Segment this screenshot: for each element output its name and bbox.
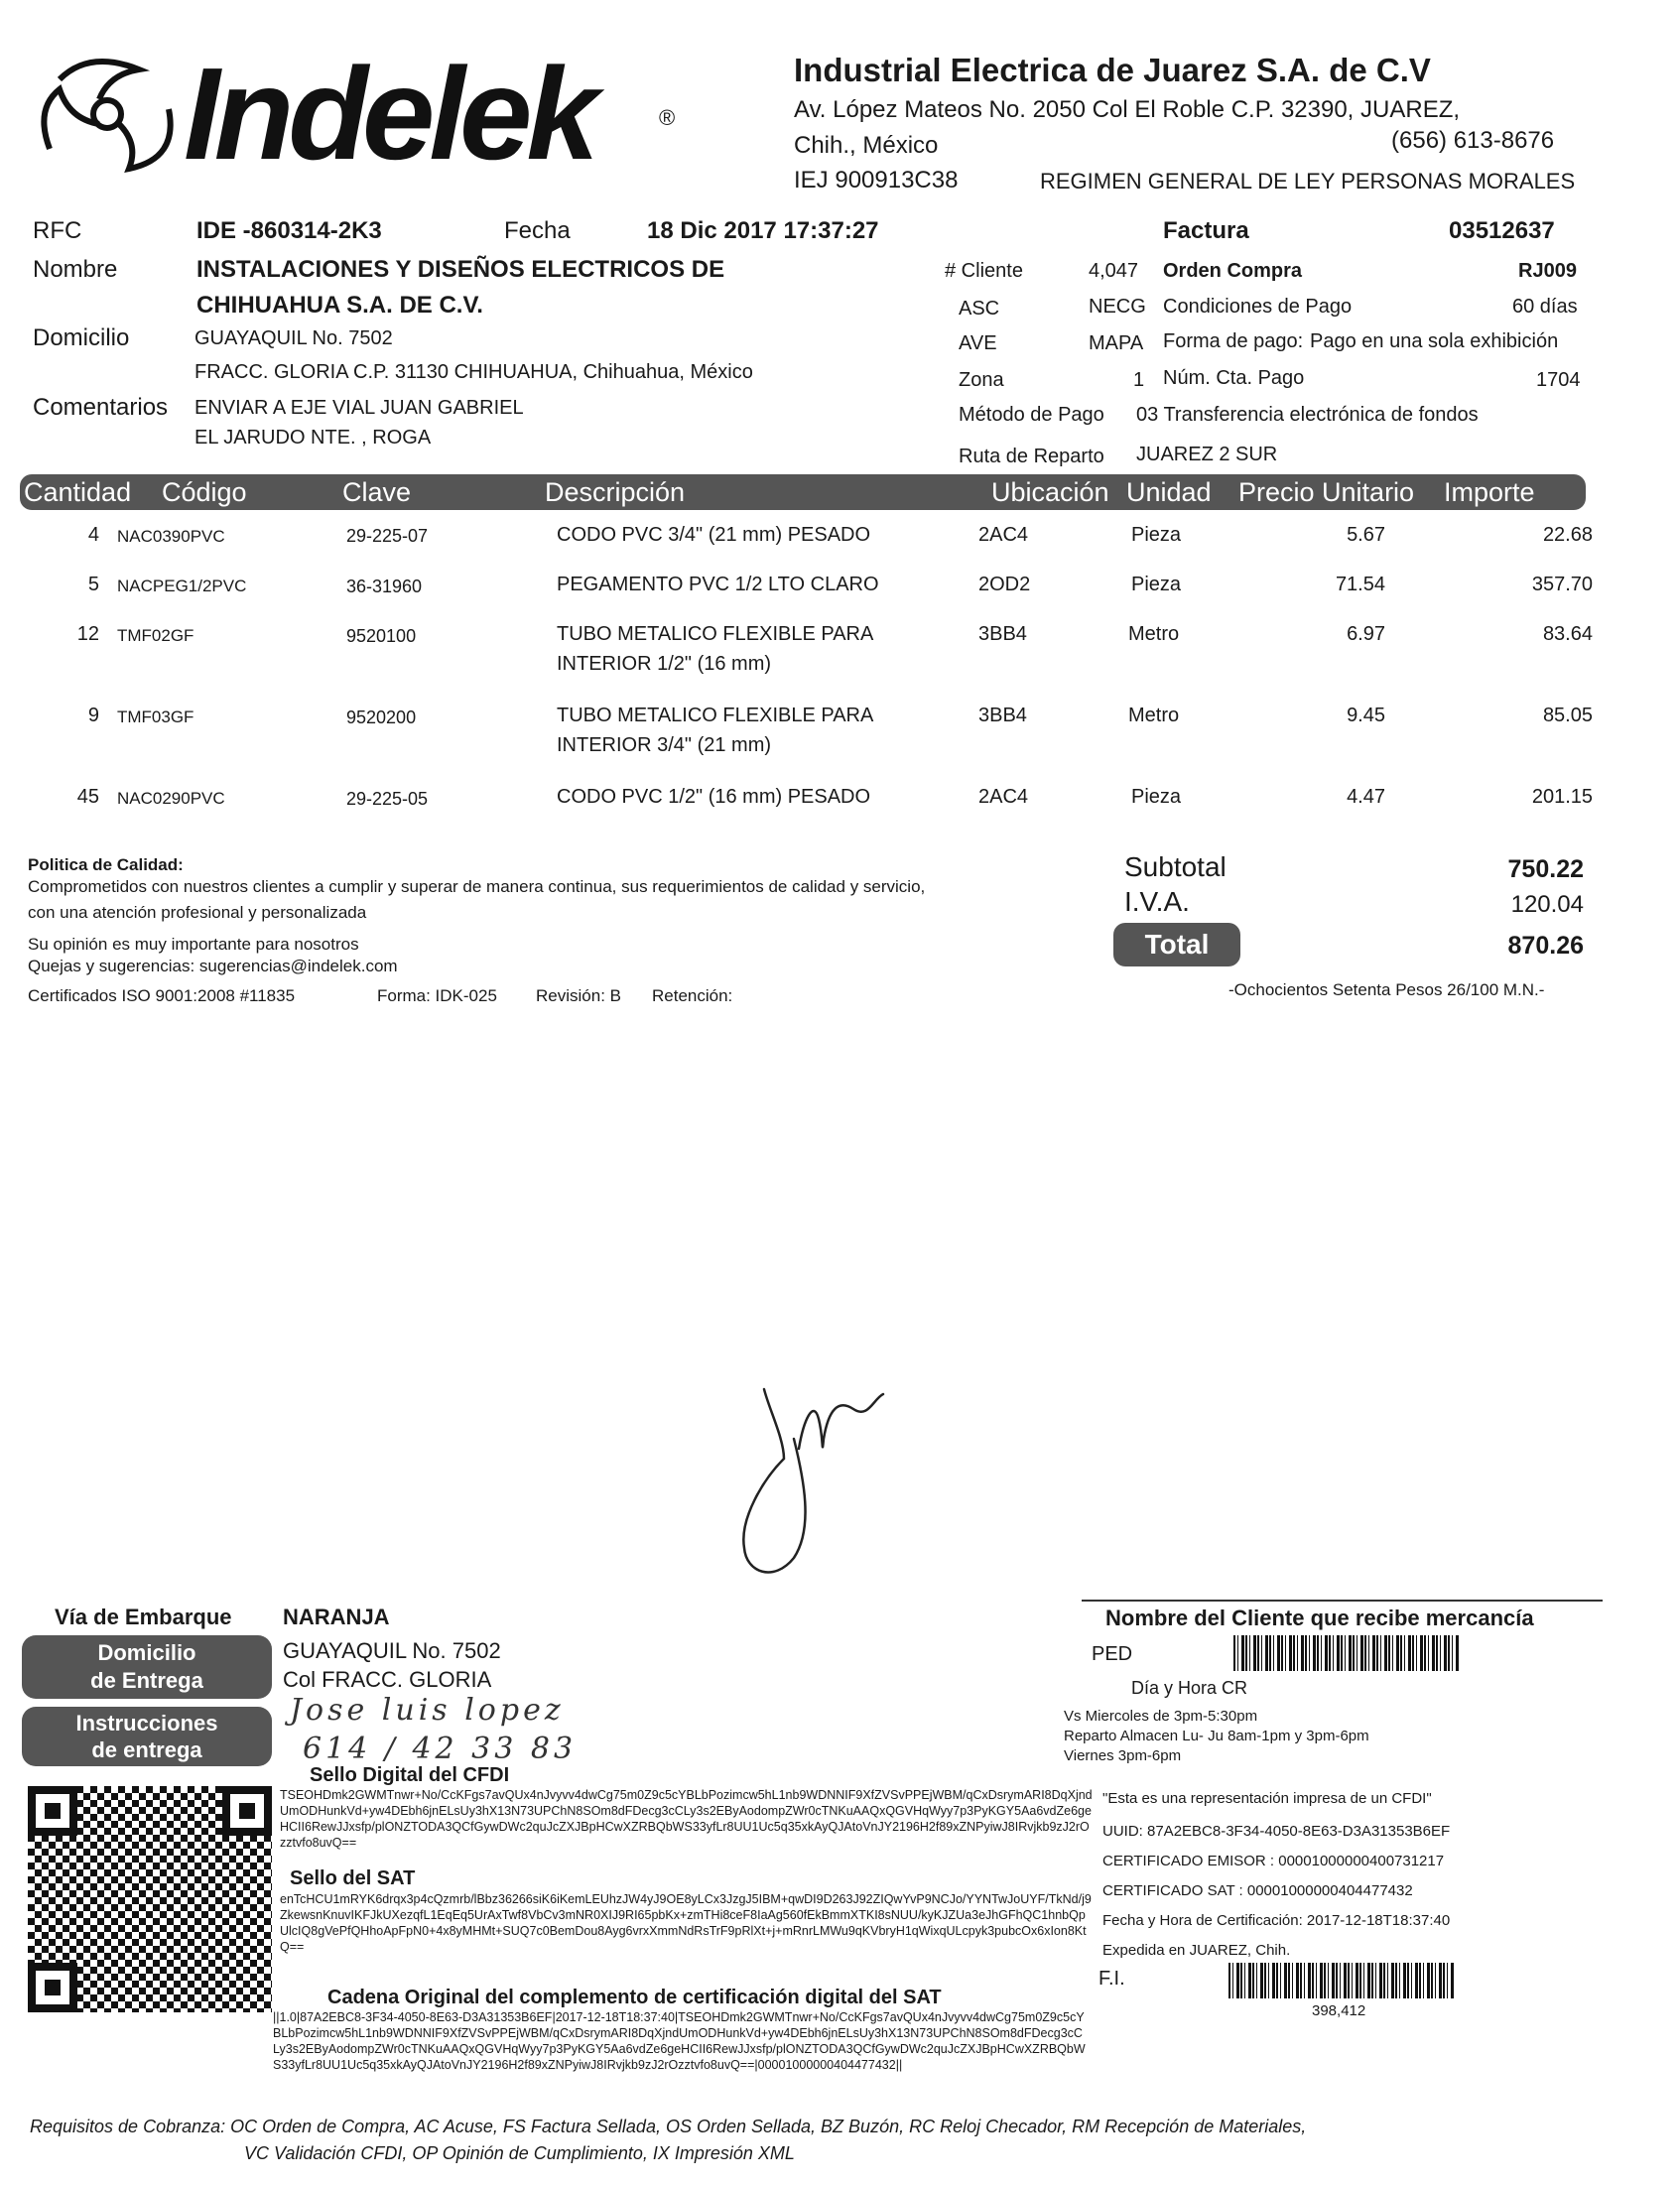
schedule-line3: Viernes 3pm-6pm xyxy=(1064,1747,1182,1764)
ped-label: PED xyxy=(1092,1643,1133,1665)
table-row xyxy=(0,620,1680,702)
footer-line2: VC Validación CFDI, OP Opinión de Cumplimiento, IX Impresión XML xyxy=(244,2143,795,2163)
table-header xyxy=(20,474,1586,510)
table-row xyxy=(0,521,1680,571)
metodo-pago-value: 03 Transferencia electrónica de fondos xyxy=(1136,404,1479,426)
comentarios-line1: ENVIAR A EJE VIAL JUAN GABRIEL xyxy=(194,397,524,419)
company-address-line2: Chih., México xyxy=(794,132,939,159)
handwritten-name: Jose luis lopez xyxy=(290,1693,565,1728)
ruta-reparto-value: JUAREZ 2 SUR xyxy=(1136,444,1278,465)
via-embarque-value: NARANJA xyxy=(283,1605,390,1629)
cell-codigo: TMF03GF xyxy=(117,707,194,726)
sello-sat-text: enTcHCU1mRYK6drqx3p4cQzmrb/lBbz36266siK6iKemLEUhzJW4yJ9OE8yLCx3JzgJ5IBM+qwDI9D263J92ZIQwYvP9NCJo/YYNTwJoUYF/TkNd/j9ZkewsnKnuvIKFJkUXezqfL1EqEq5UrAxTwf8VbCv3mNR0XIJ9RI65pbKx+zmTHi8ceF8IaAg560fEkBmmXTKI8sNUU/kyKJZUa3eJhGFhQC1hnbQpUlcIQ8gVePfQHhoApFpN0+4x8yMHMt+SUQ7c0BemDou8Ayg6vrxXmmNdRsTrF9pRlXt+j+mRnrLMWu9qKVbryH1qWixqULcpyk3pubcOx6xIon8KtQ== xyxy=(280,1892,1092,1954)
fi-barcode-icon xyxy=(1228,1963,1455,1998)
forma-pago-value: Pago en una sola exhibición xyxy=(1310,330,1559,352)
table-row xyxy=(0,783,1680,833)
ped-barcode-icon xyxy=(1233,1635,1460,1671)
cell-unidad: Metro xyxy=(1128,705,1180,726)
factura-number: 03512637 xyxy=(1449,217,1555,244)
via-embarque-label: Vía de Embarque xyxy=(55,1605,232,1629)
col-header-clave: Clave xyxy=(342,477,412,507)
cliente-label: # Cliente xyxy=(945,260,1023,282)
cell-cantidad: 9 xyxy=(87,705,99,726)
domicilio-line1: GUAYAQUIL No. 7502 xyxy=(194,327,393,349)
cell-unidad: Pieza xyxy=(1131,786,1182,808)
brand-logotype: Indelek xyxy=(184,41,593,187)
asc-value: NECG xyxy=(1089,296,1146,318)
signature-icon xyxy=(724,1379,923,1588)
cell-importe: 22.68 xyxy=(1542,524,1593,546)
company-regime: REGIMEN GENERAL DE LEY PERSONAS MORALES xyxy=(1040,169,1576,193)
ave-label: AVE xyxy=(959,332,997,354)
sello-sat-title: Sello del SAT xyxy=(290,1867,416,1889)
cell-descripcion-line2: INTERIOR 3/4" (21 mm) xyxy=(557,734,772,756)
cell-precio: 5.67 xyxy=(1347,524,1385,546)
quality-line1: Comprometidos con nuestros clientes a cumplir y superar de manera continua, sus requerimientos de calidad y servicio, xyxy=(28,877,926,896)
fi-barcode-number: 398,412 xyxy=(1312,2002,1366,2019)
cell-ubicacion: 2AC4 xyxy=(978,786,1029,808)
quality-title: Politica de Calidad: xyxy=(28,855,184,874)
expedida-en: Expedida en JUAREZ, Chih. xyxy=(1102,1942,1291,1959)
cell-cantidad: 4 xyxy=(87,524,99,546)
iva-value: 120.04 xyxy=(1510,891,1584,918)
fecha-value: 18 Dic 2017 17:37:27 xyxy=(647,217,879,244)
iva-label: I.V.A. xyxy=(1124,886,1190,917)
company-name: Industrial Electrica de Juarez S.A. de C.V xyxy=(794,52,1431,88)
domicilio-label: Domicilio xyxy=(33,324,130,351)
quality-line3: Su opinión es muy importante para nosotros xyxy=(28,935,359,954)
nombre-label: Nombre xyxy=(33,256,118,283)
asc-label: ASC xyxy=(959,298,1000,320)
cell-descripcion: TUBO METALICO FLEXIBLE PARA xyxy=(557,705,874,726)
entrega-address1: GUAYAQUIL No. 7502 xyxy=(283,1638,501,1663)
revision: Revisión: B xyxy=(536,986,621,1005)
rfc-value: IDE -860314-2K3 xyxy=(196,217,382,244)
subtotal-label: Subtotal xyxy=(1124,851,1227,882)
cell-codigo: NACPEG1/2PVC xyxy=(117,577,247,595)
quality-line2: con una atención profesional y personalizada xyxy=(28,903,367,922)
cell-importe: 85.05 xyxy=(1542,705,1593,726)
sello-cfdi-title: Sello Digital del CFDI xyxy=(310,1764,510,1786)
cadena-original-title: Cadena Original del complemento de certificación digital del SAT xyxy=(327,1987,942,2008)
schedule-line1: Vs Miercoles de 3pm-5:30pm xyxy=(1064,1708,1258,1725)
instrucciones-line1: Instrucciones xyxy=(75,1711,218,1736)
cell-codigo: NAC0390PVC xyxy=(117,527,225,546)
cell-precio: 9.45 xyxy=(1347,705,1385,726)
sello-cfdi-text: TSEOHDmk2GWMTnwr+No/CcKFgs7avQUx4nJvyvv4dwCg75m0Z9c5cYBLbPozimcw5hL1nb9WDNNIF9XfZVSvPPEjWBM/qCxDsrymARI8DqXjndUmODHunkVd+yw4DEbh6jnELsUy3hX13N73UPChN8SOm8dFDecg3cCLy3s2EByAodompZWr0cTNKuAAQxQGVHqWyy7p3PyKGY5Aa6vdZe6geHCII6RewJJxsfp/plONZTODA3QCfGywDWc2quJcZXJBpHCwXZRBQbWS33yfLr8UU1Uc5q35xkAyQJAtoVnJY2196H2f89xZNPyiwJ8IRvjkb9zJ2rOzztvfo8uvQ== xyxy=(280,1788,1093,1850)
cell-clave: 9520100 xyxy=(346,626,417,646)
dia-hora-label: Día y Hora CR xyxy=(1131,1678,1248,1698)
qr-code-icon xyxy=(28,1786,272,2012)
instrucciones-line2: de entrega xyxy=(91,1737,202,1762)
factura-label: Factura xyxy=(1163,217,1249,244)
cell-codigo: NAC0290PVC xyxy=(117,789,225,808)
cell-ubicacion: 2AC4 xyxy=(978,524,1029,546)
comentarios-label: Comentarios xyxy=(33,394,169,421)
schedule-line2: Reparto Almacen Lu- Ju 8am-1pm y 3pm-6pm xyxy=(1064,1728,1369,1744)
cell-importe: 357.70 xyxy=(1531,574,1593,595)
total-value: 870.26 xyxy=(1507,932,1584,960)
subtotal-value: 750.22 xyxy=(1507,855,1584,883)
certificado-emisor: CERTIFICADO EMISOR : 00001000000400731217 xyxy=(1102,1853,1445,1869)
cell-importe: 201.15 xyxy=(1531,786,1593,808)
cell-descripcion: PEGAMENTO PVC 1/2 LTO CLARO xyxy=(557,574,879,595)
fi-label: F.I. xyxy=(1098,1968,1125,1990)
col-header-cantidad: Cantidad xyxy=(24,477,132,507)
handwritten-phone: 614 / 42 33 83 xyxy=(303,1732,578,1766)
ave-value: MAPA xyxy=(1089,332,1144,354)
zona-value: 1 xyxy=(1133,369,1145,391)
cell-clave: 29-225-07 xyxy=(346,526,429,546)
ruta-reparto-label: Ruta de Reparto xyxy=(959,446,1104,467)
col-header-ubicacion: Ubicación xyxy=(991,477,1109,507)
cell-precio: 6.97 xyxy=(1347,623,1385,645)
table-row xyxy=(0,571,1680,620)
fecha-label: Fecha xyxy=(504,217,571,244)
cell-ubicacion: 3BB4 xyxy=(978,705,1027,726)
cell-unidad: Metro xyxy=(1128,623,1180,645)
cfdi-note: "Esta es una representación impresa de un CFDI" xyxy=(1102,1790,1432,1807)
company-rfc: IEJ 900913C38 xyxy=(794,167,959,193)
registered-mark: ® xyxy=(659,105,676,130)
cell-cantidad: 45 xyxy=(76,786,99,808)
cuenta-pago-label: Núm. Cta. Pago xyxy=(1163,367,1305,389)
cliente-value: 4,047 xyxy=(1089,260,1139,282)
cell-descripcion-line2: INTERIOR 1/2" (16 mm) xyxy=(557,653,772,675)
table-row xyxy=(0,702,1680,783)
col-header-importe: Importe xyxy=(1444,477,1535,507)
retencion-label: Retención: xyxy=(652,986,733,1005)
cell-cantidad: 12 xyxy=(76,623,99,645)
cell-descripcion: TUBO METALICO FLEXIBLE PARA xyxy=(557,623,874,645)
nombre-line1: INSTALACIONES Y DISEÑOS ELECTRICOS DE xyxy=(196,256,725,283)
metodo-pago-label: Método de Pago xyxy=(959,404,1104,426)
condiciones-label: Condiciones de Pago xyxy=(1163,296,1353,318)
cell-ubicacion: 2OD2 xyxy=(978,574,1031,595)
instrucciones-entrega-label xyxy=(22,1707,272,1766)
domicilio-entrega-line1: Domicilio xyxy=(97,1640,196,1665)
cell-precio: 4.47 xyxy=(1347,786,1385,808)
company-phone: (656) 613-8676 xyxy=(1391,127,1555,154)
cuenta-pago-value: 1704 xyxy=(1536,369,1581,391)
footer-line1: Requisitos de Cobranza: OC Orden de Compra, AC Acuse, FS Factura Sellada, OS Orden Sellada, BZ Buzón, RC Reloj Checador, RM Recepción de Materiales, xyxy=(30,2117,1307,2136)
forma-pago-label: Forma de pago: xyxy=(1163,330,1304,352)
receiver-divider xyxy=(1082,1600,1603,1602)
cell-descripcion: CODO PVC 3/4" (21 mm) PESADO xyxy=(557,524,871,546)
company-address-line1: Av. López Mateos No. 2050 Col El Roble C.P. 32390, JUAREZ, xyxy=(794,96,1461,123)
cell-codigo: TMF02GF xyxy=(117,626,194,645)
uuid: UUID: 87A2EBC8-3F34-4050-8E63-D3A31353B6EF xyxy=(1102,1823,1451,1840)
receiver-title: Nombre del Cliente que recibe mercancía xyxy=(1105,1606,1534,1630)
cell-precio: 71.54 xyxy=(1335,574,1385,595)
iso-certificate: Certificados ISO 9001:2008 #11835 xyxy=(28,986,296,1005)
cell-ubicacion: 3BB4 xyxy=(978,623,1027,645)
cell-unidad: Pieza xyxy=(1131,524,1182,546)
zona-label: Zona xyxy=(959,369,1004,391)
col-header-unidad: Unidad xyxy=(1126,477,1212,507)
cell-cantidad: 5 xyxy=(87,574,99,595)
col-header-precio: Precio Unitario xyxy=(1238,477,1415,507)
total-in-words: -Ochocientos Setenta Pesos 26/100 M.N.- xyxy=(1228,980,1545,999)
nombre-line2: CHIHUAHUA S.A. DE C.V. xyxy=(196,292,483,319)
total-label: Total xyxy=(1113,923,1240,966)
cell-clave: 29-225-05 xyxy=(346,789,429,809)
domicilio-entrega-label xyxy=(22,1635,272,1699)
orden-compra-label: Orden Compra xyxy=(1163,260,1303,282)
rfc-label: RFC xyxy=(33,217,82,244)
fecha-certificacion: Fecha y Hora de Certificación: 2017-12-18T18:37:40 xyxy=(1102,1912,1451,1929)
cell-clave: 9520200 xyxy=(346,707,417,727)
entrega-address2: Col FRACC. GLORIA xyxy=(283,1667,492,1692)
col-header-descripcion: Descripción xyxy=(545,477,686,507)
domicilio-line2: FRACC. GLORIA C.P. 31130 CHIHUAHUA, Chihuahua, México xyxy=(194,361,753,383)
cell-clave: 36-31960 xyxy=(346,577,423,596)
cadena-original-text: ||1.0|87A2EBC8-3F34-4050-8E63-D3A31353B6EF|2017-12-18T18:37:40|TSEOHDmk2GWMTnwr+No/CcKFgs7avQUx4nJvyvv4dwCg75m0Z9c5cYBLbPozimcw5hL1nb9WDNNIF9XfZVSvPPEjWBM/qCxDsrymARI8DqXjndUmODHunkVd+yw4DEbh6jnELsUy3hX13N73UPChN8SOm8dFDecg3cCLy3s2EByAodompZWr0cTNKuAAQxQGVHqWyy7p3PyKGY5Aa6vdZe6geHCII6RewJJxsfp/plONZTODA3QCfGywDWc2quJcZXJBpHCwXZRBQbWS33yfLr8UU1Uc5q35xkAyQJAtoVnJY2196H2f89xZNPyiwJ8IRvjkb9zJ2rOzztvfo8uvQ==|00001000000404477432|| xyxy=(273,2010,1086,2072)
condiciones-value: 60 días xyxy=(1512,296,1578,318)
quality-contact: Quejas y sugerencias: sugerencias@indelek.com xyxy=(28,957,398,975)
comentarios-line2: EL JARUDO NTE. , ROGA xyxy=(194,427,432,449)
orden-compra-value: RJ009 xyxy=(1518,260,1577,282)
cell-descripcion: CODO PVC 1/2" (16 mm) PESADO xyxy=(557,786,871,808)
cell-importe: 83.64 xyxy=(1542,623,1593,645)
domicilio-entrega-line2: de Entrega xyxy=(90,1668,203,1693)
certificado-sat: CERTIFICADO SAT : 00001000000404477432 xyxy=(1102,1882,1413,1899)
col-header-codigo: Código xyxy=(162,477,247,507)
indelek-logo-icon xyxy=(30,40,198,189)
form-code: Forma: IDK-025 xyxy=(377,986,497,1005)
cell-unidad: Pieza xyxy=(1131,574,1182,595)
